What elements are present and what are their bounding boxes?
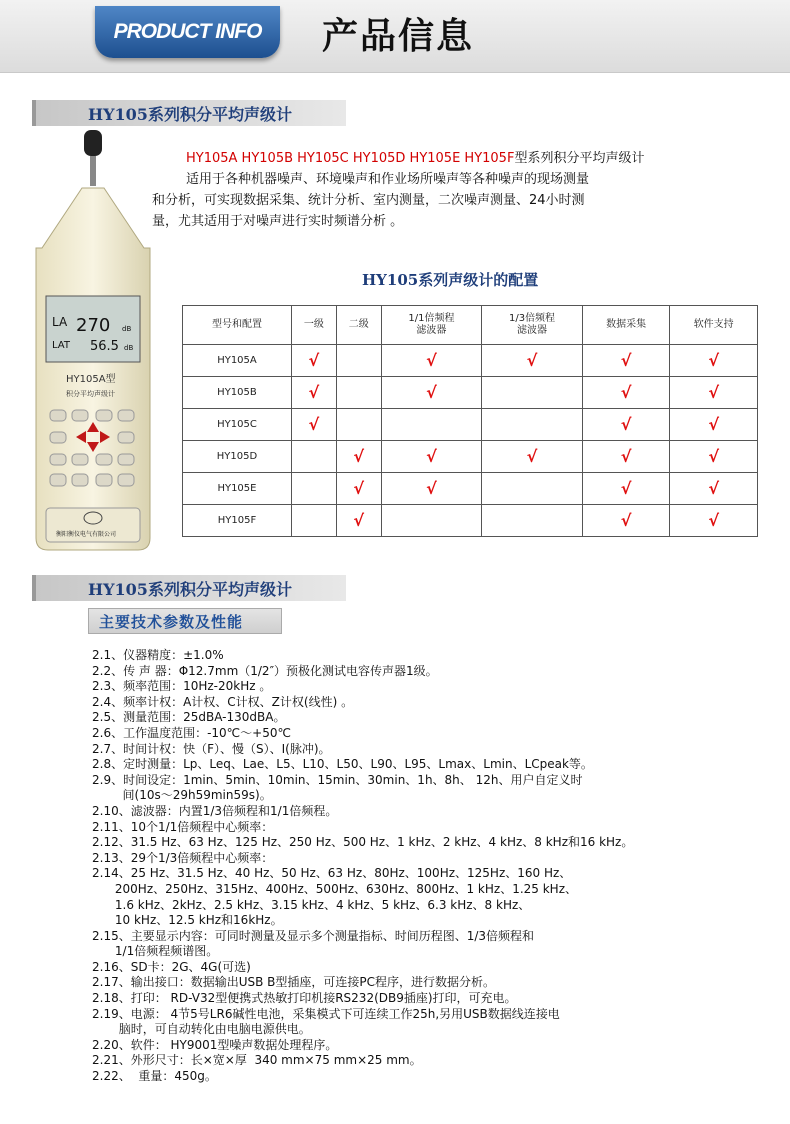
checkmark-icon: √ <box>353 511 365 530</box>
spec-item: 200Hz、250Hz、315Hz、400Hz、500Hz、630Hz、800Hz、1 kHz、1.25 kHz、 <box>92 881 577 896</box>
check-cell <box>582 505 670 537</box>
checkmark-icon: √ <box>708 415 720 434</box>
empty-cell <box>482 505 583 537</box>
spec-item: 2.2、传 声 器：Φ12.7mm（1/2″）预极化测试电容传声器1级。 <box>92 663 438 678</box>
check-cell <box>670 505 758 537</box>
check-cell <box>381 473 482 505</box>
check-cell <box>381 441 482 473</box>
check-cell <box>381 377 482 409</box>
empty-cell <box>336 409 381 441</box>
spec-item: 脑时，可自动转化由电脑电源供电。 <box>92 1022 311 1037</box>
model-cell: HY105B <box>183 377 292 409</box>
table-row <box>183 377 758 409</box>
spec-item: 2.1、仪器精度：±1.0% <box>92 648 224 662</box>
checkmark-icon: √ <box>426 383 437 402</box>
check-cell <box>670 441 758 473</box>
check-cell <box>582 409 670 441</box>
empty-cell <box>291 505 336 537</box>
screen-unit-2: dB <box>124 344 134 352</box>
checkmark-icon: √ <box>308 383 320 402</box>
checkmark-icon: √ <box>353 447 365 466</box>
checkmark-icon: √ <box>620 415 632 434</box>
check-cell <box>582 473 670 505</box>
screen-label-la: LA <box>52 315 68 329</box>
spec-item: 间(10s～29h59min59s)。 <box>92 788 272 803</box>
spec-item: 2.9、时间设定：1min、5min、10min、15min、30min、1h、8h、 12h、用户自定义时 <box>92 772 583 787</box>
config-header-cell: 1/3倍频程 滤波器 <box>482 306 583 345</box>
check-cell <box>291 377 336 409</box>
spec-item: 2.22、 重量：450g。 <box>92 1069 217 1084</box>
sound-level-meter-image <box>32 130 154 552</box>
config-table <box>182 305 758 537</box>
spec-item: 2.15、主要显示内容：可同时测量及显示多个测量指标、时间历程图、1/3倍频程和 <box>92 928 535 943</box>
empty-cell <box>336 345 381 377</box>
empty-cell <box>482 377 583 409</box>
spec-item: 2.18、打印： RD-V32型便携式热敏打印机接RS232(DB9插座)打印，可充电。 <box>92 991 517 1006</box>
table-row <box>183 505 758 537</box>
table-row <box>183 473 758 505</box>
product-info-label: PRODUCT INFO <box>113 20 262 43</box>
checkmark-icon: √ <box>526 447 538 466</box>
check-cell <box>336 441 381 473</box>
intro-line4: 量，尤其适用于对噪声进行实时频谱分析 。 <box>152 214 404 229</box>
checkmark-icon: √ <box>426 479 437 498</box>
spec-item: 2.12、31.5 Hz、63 Hz、125 Hz、250 Hz、500 Hz、1 kHz、2 kHz、4 kHz、8 kHz和16 kHz。 <box>92 835 634 850</box>
page-title: 产品信息 <box>322 16 475 57</box>
table-row <box>183 345 758 377</box>
intro-paragraph <box>152 148 700 232</box>
spec-item: 2.11、10个1/1倍频程中心频率： <box>92 819 274 834</box>
check-cell <box>291 345 336 377</box>
spec-item: 2.14、25 Hz、31.5 Hz、40 Hz、50 Hz、63 Hz、80Hz、100Hz、125Hz、160 Hz、 <box>92 866 572 881</box>
spec-item: 2.21、外形尺寸：长×宽×厚 340 mm×75 mm×25 mm。 <box>92 1053 422 1068</box>
config-table-header <box>183 306 758 345</box>
empty-cell <box>482 473 583 505</box>
empty-cell <box>381 409 482 441</box>
check-cell <box>670 377 758 409</box>
spec-item: 2.5、测量范围：25dBA-130dBA。 <box>92 710 286 725</box>
checkmark-icon: √ <box>708 511 720 530</box>
checkmark-icon: √ <box>708 479 720 498</box>
checkmark-icon: √ <box>353 479 365 498</box>
spec-item: 1.6 kHz、2kHz、2.5 kHz、3.15 kHz、4 kHz、5 kHz、6.3 kHz、8 kHz、 <box>92 897 531 912</box>
table-row <box>183 409 758 441</box>
checkmark-icon: √ <box>620 383 632 402</box>
config-header-cell: 1/1倍频程 滤波器 <box>381 306 482 345</box>
section-title-2 <box>32 575 346 601</box>
checkmark-icon: √ <box>526 351 538 370</box>
spec-item: 2.19、电源： 4节5号LR6碱性电池，采集模式下可连续工作25h,另用USB数据线连接电 <box>92 1006 560 1021</box>
config-header-cell: 软件支持 <box>670 306 758 345</box>
check-cell <box>291 409 336 441</box>
intro-line1: 型系列积分平均声级计 <box>514 151 645 166</box>
spec-item: 10 kHz、12.5 kHz和16kHz。 <box>92 913 283 928</box>
check-cell <box>582 377 670 409</box>
spec-list <box>92 648 732 1085</box>
config-header-cell: 型号和配置 <box>183 306 292 345</box>
section-title-1 <box>32 100 346 126</box>
screen-value-1: 270 <box>76 315 111 336</box>
config-table-title: HY105系列声级计的配置 <box>362 271 539 289</box>
check-cell <box>670 409 758 441</box>
microphone-head <box>84 130 102 156</box>
model-cell: HY105A <box>183 345 292 377</box>
checkmark-icon: √ <box>308 351 320 370</box>
spec-item: 2.8、定时测量：Lp、Leq、Lae、L5、L10、L50、L90、L95、Lmax、Lmin、LCpeak等。 <box>92 757 593 772</box>
config-header-cell: 数据采集 <box>582 306 670 345</box>
product-info-tab <box>95 6 280 58</box>
spec-item: 2.17、输出接口：数据输出USB B型插座，可连接PC程序，进行数据分析。 <box>92 975 496 990</box>
spec-item: 2.20、软件： HY9001型噪声数据处理程序。 <box>92 1037 338 1052</box>
checkmark-icon: √ <box>708 351 720 370</box>
model-cell: HY105E <box>183 473 292 505</box>
checkmark-icon: √ <box>620 511 632 530</box>
empty-cell <box>336 377 381 409</box>
device-name-label: 积分平均声级计 <box>66 390 115 398</box>
screen-unit-1: dB <box>122 325 132 333</box>
check-cell <box>670 345 758 377</box>
screen-value-2: 56.5 <box>90 339 119 354</box>
check-cell <box>482 345 583 377</box>
device-model-label: HY105A型 <box>66 374 116 385</box>
check-cell <box>670 473 758 505</box>
empty-cell <box>381 505 482 537</box>
checkmark-icon: √ <box>426 447 437 466</box>
header-banner <box>0 0 790 73</box>
spec-item: 2.6、工作温度范围：-10℃～+50℃ <box>92 725 291 740</box>
spec-item: 2.3、频率范围：10Hz-20kHz 。 <box>92 679 272 694</box>
spec-item: 2.16、SD卡：2G、4G(可选) <box>92 959 251 974</box>
section-title-2-text: HY105系列积分平均声级计 <box>88 580 292 599</box>
spec-item: 2.13、29个1/3倍频程中心频率： <box>92 850 274 865</box>
spec-item: 1/1倍频程频谱图。 <box>92 944 219 959</box>
empty-cell <box>291 473 336 505</box>
checkmark-icon: √ <box>708 447 720 466</box>
specs-title <box>88 608 282 634</box>
model-list: HY105A HY105B HY105C HY105D HY105E HY105F <box>186 151 515 166</box>
checkmark-icon: √ <box>620 351 632 370</box>
empty-cell <box>482 409 583 441</box>
screen-label-lat: LAT <box>52 340 70 351</box>
config-header-cell: 二级 <box>336 306 381 345</box>
check-cell <box>582 441 670 473</box>
model-cell: HY105F <box>183 505 292 537</box>
checkmark-icon: √ <box>308 415 320 434</box>
check-cell <box>336 505 381 537</box>
checkmark-icon: √ <box>620 479 632 498</box>
spec-item: 2.10、滤波器：内置1/3倍频程和1/1倍频程。 <box>92 803 338 818</box>
check-cell <box>582 345 670 377</box>
spec-item: 2.4、频率计权：A计权、C计权、Z计权(线性) 。 <box>92 694 354 709</box>
intro-line2: 适用于各种机器噪声、环境噪声和作业场所噪声等各种噪声的现场测量 <box>186 172 590 187</box>
section-title-1-text: HY105系列积分平均声级计 <box>88 105 292 124</box>
empty-cell <box>291 441 336 473</box>
model-cell: HY105C <box>183 409 292 441</box>
config-header-cell: 一级 <box>291 306 336 345</box>
specs-title-text: 主要技术参数及性能 <box>99 613 244 631</box>
checkmark-icon: √ <box>708 383 720 402</box>
checkmark-icon: √ <box>426 351 437 370</box>
check-cell <box>482 441 583 473</box>
check-cell <box>336 473 381 505</box>
table-row <box>183 441 758 473</box>
maker-label: 衡阳衡仪电气有限公司 <box>56 531 117 538</box>
checkmark-icon: √ <box>620 447 632 466</box>
spec-item: 2.7、时间计权：快（F）、慢（S）、I(脉冲)。 <box>92 741 331 756</box>
check-cell <box>381 345 482 377</box>
model-cell: HY105D <box>183 441 292 473</box>
intro-line3: 和分析，可实现数据采集、统计分析、室内测量，二次噪声测量、24小时测 <box>152 193 585 208</box>
